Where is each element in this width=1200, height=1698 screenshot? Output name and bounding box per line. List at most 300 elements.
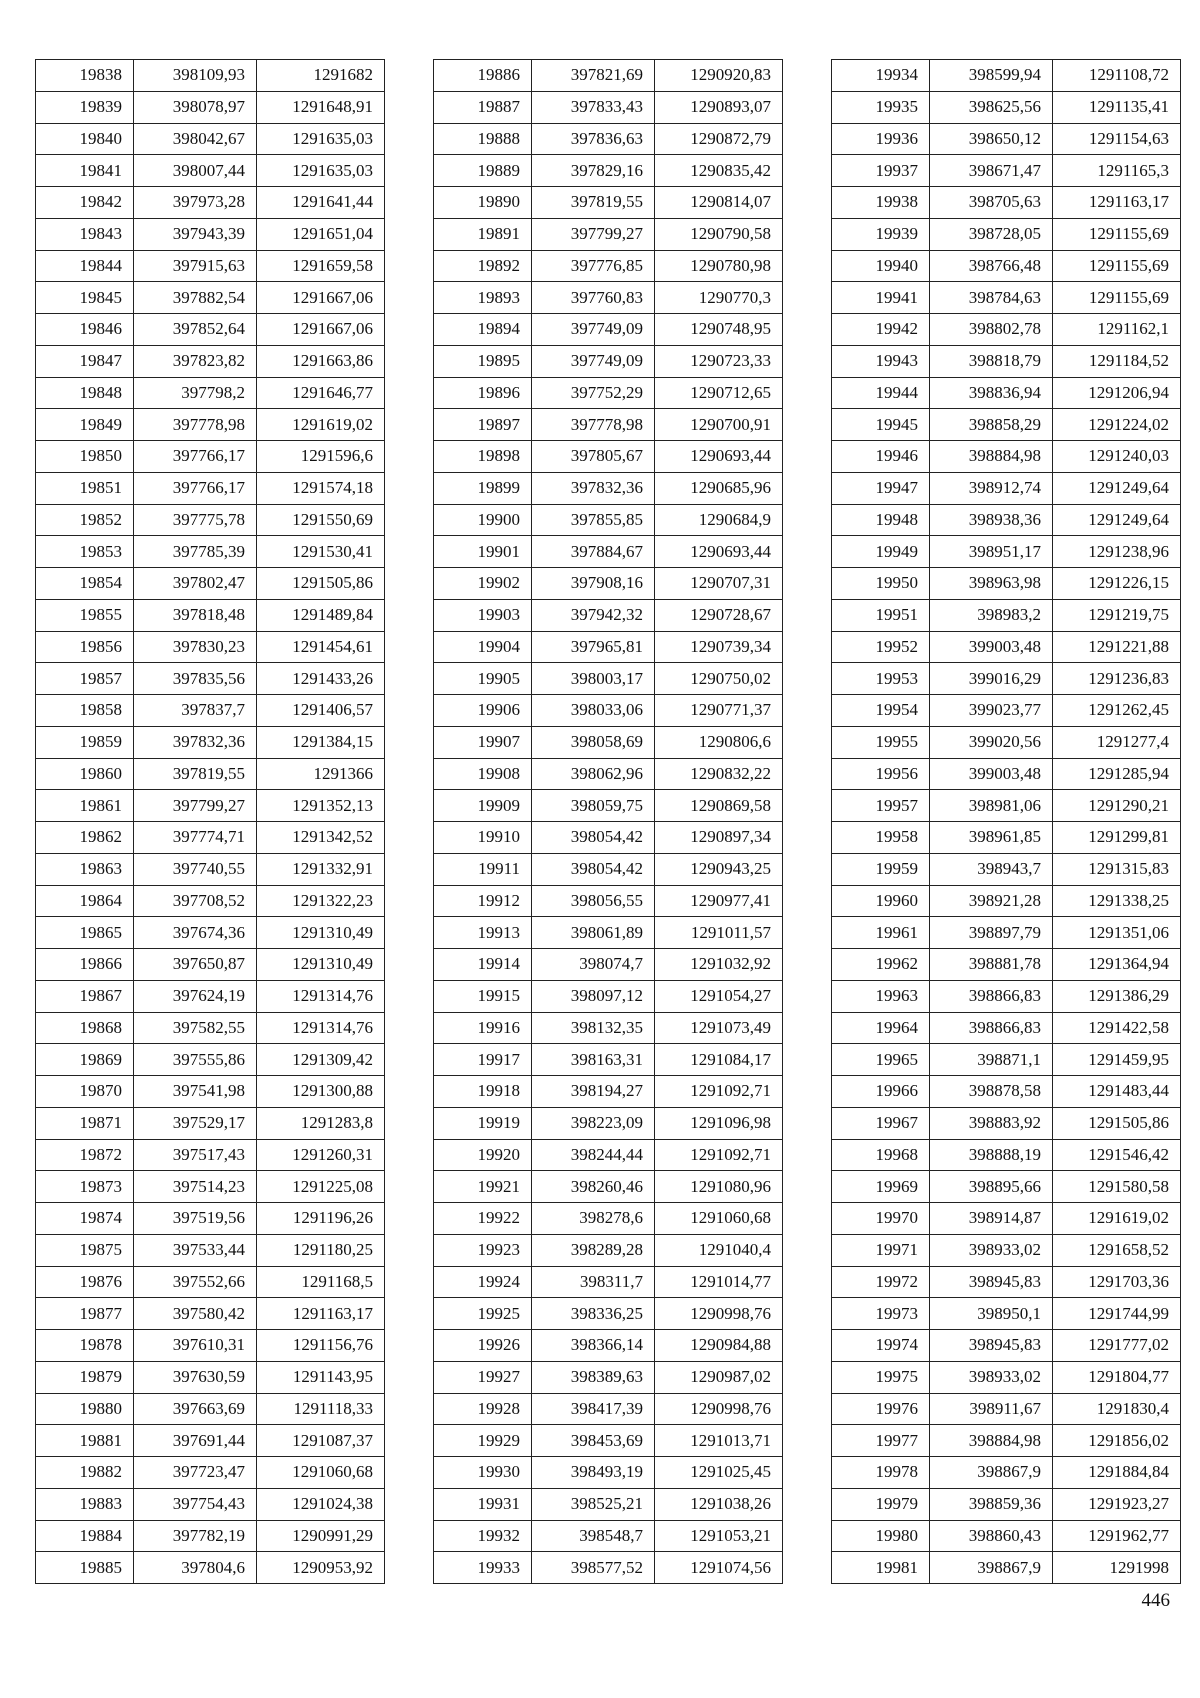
x-coordinate-cell: 397766,17 — [134, 472, 257, 504]
x-coordinate-cell: 398059,75 — [532, 790, 655, 822]
x-coordinate-cell: 397749,09 — [532, 345, 655, 377]
x-coordinate-cell: 398884,98 — [930, 1425, 1053, 1457]
x-coordinate-cell: 397785,39 — [134, 536, 257, 568]
x-coordinate-cell: 397774,71 — [134, 822, 257, 854]
point-number-cell: 19908 — [434, 758, 532, 790]
table-row — [434, 758, 783, 790]
table-row — [434, 1139, 783, 1171]
y-coordinate-cell: 1290998,76 — [655, 1298, 783, 1330]
x-coordinate-cell: 398366,14 — [532, 1330, 655, 1362]
table-row — [36, 758, 385, 790]
y-coordinate-cell: 1291635,03 — [257, 155, 385, 187]
table-row — [832, 409, 1181, 441]
x-coordinate-cell: 397752,29 — [532, 377, 655, 409]
point-number-cell: 19905 — [434, 663, 532, 695]
point-number-cell: 19952 — [832, 631, 930, 663]
table-row — [832, 60, 1181, 92]
x-coordinate-cell: 397818,48 — [134, 599, 257, 631]
y-coordinate-cell: 1291998 — [1053, 1552, 1181, 1584]
point-number-cell: 19861 — [36, 790, 134, 822]
x-coordinate-cell: 397837,7 — [134, 695, 257, 727]
point-number-cell: 19948 — [832, 504, 930, 536]
y-coordinate-cell: 1291143,95 — [257, 1361, 385, 1393]
x-coordinate-cell: 398311,7 — [532, 1266, 655, 1298]
y-coordinate-cell: 1290790,58 — [655, 218, 783, 250]
table-row — [434, 1012, 783, 1044]
table-row — [832, 187, 1181, 219]
point-number-cell: 19872 — [36, 1139, 134, 1171]
y-coordinate-cell: 1290723,33 — [655, 345, 783, 377]
table-row — [36, 949, 385, 981]
table-row — [434, 1171, 783, 1203]
table-row — [832, 599, 1181, 631]
x-coordinate-cell: 397799,27 — [134, 790, 257, 822]
x-coordinate-cell: 398860,43 — [930, 1520, 1053, 1552]
point-number-cell: 19981 — [832, 1552, 930, 1584]
x-coordinate-cell: 397804,6 — [134, 1552, 257, 1584]
table-row — [434, 822, 783, 854]
point-number-cell: 19855 — [36, 599, 134, 631]
y-coordinate-cell: 1291249,64 — [1053, 504, 1181, 536]
y-coordinate-cell: 1290977,41 — [655, 885, 783, 917]
y-coordinate-cell: 1291290,21 — [1053, 790, 1181, 822]
table-row — [832, 663, 1181, 695]
point-number-cell: 19893 — [434, 282, 532, 314]
y-coordinate-cell: 1290685,96 — [655, 472, 783, 504]
x-coordinate-cell: 397835,56 — [134, 663, 257, 695]
x-coordinate-cell: 397630,59 — [134, 1361, 257, 1393]
x-coordinate-cell: 397908,16 — [532, 568, 655, 600]
point-number-cell: 19955 — [832, 726, 930, 758]
x-coordinate-cell: 397691,44 — [134, 1425, 257, 1457]
y-coordinate-cell: 1291060,68 — [257, 1457, 385, 1489]
point-number-cell: 19946 — [832, 441, 930, 473]
table-row — [832, 1044, 1181, 1076]
x-coordinate-cell: 398867,9 — [930, 1552, 1053, 1584]
x-coordinate-cell: 399003,48 — [930, 631, 1053, 663]
x-coordinate-cell: 398054,42 — [532, 822, 655, 854]
table-row — [36, 155, 385, 187]
point-number-cell: 19930 — [434, 1457, 532, 1489]
point-number-cell: 19913 — [434, 917, 532, 949]
point-number-cell: 19935 — [832, 91, 930, 123]
table-row — [832, 631, 1181, 663]
point-number-cell: 19841 — [36, 155, 134, 187]
table-row — [832, 1266, 1181, 1298]
table-row — [36, 1425, 385, 1457]
table-row — [36, 1044, 385, 1076]
x-coordinate-cell: 397852,64 — [134, 314, 257, 346]
y-coordinate-cell: 1291135,41 — [1053, 91, 1181, 123]
table-row — [36, 1488, 385, 1520]
x-coordinate-cell: 398951,17 — [930, 536, 1053, 568]
point-number-cell: 19877 — [36, 1298, 134, 1330]
table-row — [36, 60, 385, 92]
table-row — [434, 409, 783, 441]
y-coordinate-cell: 1291352,13 — [257, 790, 385, 822]
table-row — [434, 599, 783, 631]
y-coordinate-cell: 1290771,37 — [655, 695, 783, 727]
y-coordinate-cell: 1290693,44 — [655, 536, 783, 568]
x-coordinate-cell: 398858,29 — [930, 409, 1053, 441]
y-coordinate-cell: 1291300,88 — [257, 1076, 385, 1108]
point-number-cell: 19950 — [832, 568, 930, 600]
table-row — [434, 1457, 783, 1489]
x-coordinate-cell: 397973,28 — [134, 187, 257, 219]
table-row — [434, 282, 783, 314]
point-number-cell: 19962 — [832, 949, 930, 981]
y-coordinate-cell: 1291032,92 — [655, 949, 783, 981]
point-number-cell: 19842 — [36, 187, 134, 219]
y-coordinate-cell: 1291856,02 — [1053, 1425, 1181, 1457]
y-coordinate-cell: 1290712,65 — [655, 377, 783, 409]
x-coordinate-cell: 398599,94 — [930, 60, 1053, 92]
y-coordinate-cell: 1290998,76 — [655, 1393, 783, 1425]
point-number-cell: 19939 — [832, 218, 930, 250]
table-row — [36, 1330, 385, 1362]
x-coordinate-cell: 398389,63 — [532, 1361, 655, 1393]
table-row — [434, 472, 783, 504]
x-coordinate-cell: 398548,7 — [532, 1520, 655, 1552]
x-coordinate-cell: 399020,56 — [930, 726, 1053, 758]
x-coordinate-cell: 397832,36 — [532, 472, 655, 504]
y-coordinate-cell: 1291744,99 — [1053, 1298, 1181, 1330]
table-row — [832, 472, 1181, 504]
coordinates-table-3 — [831, 59, 1181, 1584]
y-coordinate-cell: 1290684,9 — [655, 504, 783, 536]
y-coordinate-cell: 1291238,96 — [1053, 536, 1181, 568]
y-coordinate-cell: 1290739,34 — [655, 631, 783, 663]
table-row — [832, 758, 1181, 790]
y-coordinate-cell: 1291364,94 — [1053, 949, 1181, 981]
x-coordinate-cell: 397802,47 — [134, 568, 257, 600]
y-coordinate-cell: 1291550,69 — [257, 504, 385, 536]
y-coordinate-cell: 1291351,06 — [1053, 917, 1181, 949]
x-coordinate-cell: 398074,7 — [532, 949, 655, 981]
table-row — [36, 218, 385, 250]
point-number-cell: 19933 — [434, 1552, 532, 1584]
y-coordinate-cell: 1291011,57 — [655, 917, 783, 949]
x-coordinate-cell: 398888,19 — [930, 1139, 1053, 1171]
table-row — [36, 1552, 385, 1584]
table-row — [832, 218, 1181, 250]
table-row — [434, 60, 783, 92]
point-number-cell: 19862 — [36, 822, 134, 854]
point-number-cell: 19958 — [832, 822, 930, 854]
point-number-cell: 19882 — [36, 1457, 134, 1489]
point-number-cell: 19883 — [36, 1488, 134, 1520]
x-coordinate-cell: 397942,32 — [532, 599, 655, 631]
table-row — [36, 1457, 385, 1489]
table-row — [36, 726, 385, 758]
y-coordinate-cell: 1291155,69 — [1053, 250, 1181, 282]
point-number-cell: 19932 — [434, 1520, 532, 1552]
point-number-cell: 19917 — [434, 1044, 532, 1076]
y-coordinate-cell: 1291703,36 — [1053, 1266, 1181, 1298]
point-number-cell: 19879 — [36, 1361, 134, 1393]
table-row — [832, 377, 1181, 409]
table-row — [832, 949, 1181, 981]
y-coordinate-cell: 1291619,02 — [257, 409, 385, 441]
y-coordinate-cell: 1291156,76 — [257, 1330, 385, 1362]
y-coordinate-cell: 1291433,26 — [257, 663, 385, 695]
y-coordinate-cell: 1291483,44 — [1053, 1076, 1181, 1108]
point-number-cell: 19918 — [434, 1076, 532, 1108]
y-coordinate-cell: 1291804,77 — [1053, 1361, 1181, 1393]
table-row — [36, 1171, 385, 1203]
y-coordinate-cell: 1291619,02 — [1053, 1203, 1181, 1235]
x-coordinate-cell: 398244,44 — [532, 1139, 655, 1171]
point-number-cell: 19966 — [832, 1076, 930, 1108]
y-coordinate-cell: 1291163,17 — [257, 1298, 385, 1330]
x-coordinate-cell: 398950,1 — [930, 1298, 1053, 1330]
point-number-cell: 19881 — [36, 1425, 134, 1457]
table-row — [36, 790, 385, 822]
x-coordinate-cell: 397778,98 — [532, 409, 655, 441]
x-coordinate-cell: 398417,39 — [532, 1393, 655, 1425]
x-coordinate-cell: 398728,05 — [930, 218, 1053, 250]
x-coordinate-cell: 398802,78 — [930, 314, 1053, 346]
x-coordinate-cell: 398878,58 — [930, 1076, 1053, 1108]
x-coordinate-cell: 397514,23 — [134, 1171, 257, 1203]
table-row — [832, 1203, 1181, 1235]
coordinates-table-2 — [433, 59, 783, 1584]
y-coordinate-cell: 1291014,77 — [655, 1266, 783, 1298]
table-row — [832, 282, 1181, 314]
y-coordinate-cell: 1291180,25 — [257, 1234, 385, 1266]
point-number-cell: 19920 — [434, 1139, 532, 1171]
point-number-cell: 19956 — [832, 758, 930, 790]
table-row — [434, 726, 783, 758]
x-coordinate-cell: 398058,69 — [532, 726, 655, 758]
point-number-cell: 19888 — [434, 123, 532, 155]
y-coordinate-cell: 1291060,68 — [655, 1203, 783, 1235]
table-row — [832, 1488, 1181, 1520]
point-number-cell: 19904 — [434, 631, 532, 663]
y-coordinate-cell: 1291024,38 — [257, 1488, 385, 1520]
page-number: 446 — [1141, 1590, 1170, 1611]
table-row — [434, 1203, 783, 1235]
y-coordinate-cell: 1291546,42 — [1053, 1139, 1181, 1171]
x-coordinate-cell: 398054,42 — [532, 853, 655, 885]
table-row — [434, 250, 783, 282]
point-number-cell: 19853 — [36, 536, 134, 568]
y-coordinate-cell: 1291092,71 — [655, 1076, 783, 1108]
y-coordinate-cell: 1291168,5 — [257, 1266, 385, 1298]
point-number-cell: 19928 — [434, 1393, 532, 1425]
table-row — [434, 91, 783, 123]
point-number-cell: 19929 — [434, 1425, 532, 1457]
y-coordinate-cell: 1291184,52 — [1053, 345, 1181, 377]
point-number-cell: 19970 — [832, 1203, 930, 1235]
table-row — [832, 314, 1181, 346]
x-coordinate-cell: 398945,83 — [930, 1330, 1053, 1362]
y-coordinate-cell: 1290814,07 — [655, 187, 783, 219]
table-row — [434, 1266, 783, 1298]
y-coordinate-cell: 1291658,52 — [1053, 1234, 1181, 1266]
table-row — [832, 1425, 1181, 1457]
y-coordinate-cell: 1291830,4 — [1053, 1393, 1181, 1425]
point-number-cell: 19845 — [36, 282, 134, 314]
y-coordinate-cell: 1290770,3 — [655, 282, 783, 314]
y-coordinate-cell: 1291096,98 — [655, 1107, 783, 1139]
y-coordinate-cell: 1291196,26 — [257, 1203, 385, 1235]
point-number-cell: 19885 — [36, 1552, 134, 1584]
table-row — [832, 250, 1181, 282]
x-coordinate-cell: 397915,63 — [134, 250, 257, 282]
point-number-cell: 19977 — [832, 1425, 930, 1457]
y-coordinate-cell: 1291454,61 — [257, 631, 385, 663]
x-coordinate-cell: 397884,67 — [532, 536, 655, 568]
y-coordinate-cell: 1291342,52 — [257, 822, 385, 854]
y-coordinate-cell: 1291025,45 — [655, 1457, 783, 1489]
y-coordinate-cell: 1290700,91 — [655, 409, 783, 441]
point-number-cell: 19907 — [434, 726, 532, 758]
point-number-cell: 19854 — [36, 568, 134, 600]
point-number-cell: 19874 — [36, 1203, 134, 1235]
y-coordinate-cell: 1290832,22 — [655, 758, 783, 790]
y-coordinate-cell: 1291310,49 — [257, 917, 385, 949]
y-coordinate-cell: 1291225,08 — [257, 1171, 385, 1203]
y-coordinate-cell: 1290991,29 — [257, 1520, 385, 1552]
point-number-cell: 19857 — [36, 663, 134, 695]
x-coordinate-cell: 398895,66 — [930, 1171, 1053, 1203]
point-number-cell: 19891 — [434, 218, 532, 250]
table-row — [434, 1044, 783, 1076]
y-coordinate-cell: 1291224,02 — [1053, 409, 1181, 441]
x-coordinate-cell: 397580,42 — [134, 1298, 257, 1330]
x-coordinate-cell: 398836,94 — [930, 377, 1053, 409]
table-row — [434, 187, 783, 219]
point-number-cell: 19953 — [832, 663, 930, 695]
y-coordinate-cell: 1291314,76 — [257, 980, 385, 1012]
point-number-cell: 19979 — [832, 1488, 930, 1520]
table-row — [832, 568, 1181, 600]
x-coordinate-cell: 397760,83 — [532, 282, 655, 314]
y-coordinate-cell: 1290943,25 — [655, 853, 783, 885]
x-coordinate-cell: 398911,67 — [930, 1393, 1053, 1425]
x-coordinate-cell: 398921,28 — [930, 885, 1053, 917]
x-coordinate-cell: 398525,21 — [532, 1488, 655, 1520]
y-coordinate-cell: 1291505,86 — [257, 568, 385, 600]
x-coordinate-cell: 398961,85 — [930, 822, 1053, 854]
x-coordinate-cell: 397533,44 — [134, 1234, 257, 1266]
table-row — [434, 441, 783, 473]
point-number-cell: 19961 — [832, 917, 930, 949]
point-number-cell: 19868 — [36, 1012, 134, 1044]
table-row — [434, 1425, 783, 1457]
table-row — [832, 155, 1181, 187]
point-number-cell: 19963 — [832, 980, 930, 1012]
point-number-cell: 19849 — [36, 409, 134, 441]
y-coordinate-cell: 1291884,84 — [1053, 1457, 1181, 1489]
x-coordinate-cell: 398866,83 — [930, 980, 1053, 1012]
point-number-cell: 19838 — [36, 60, 134, 92]
y-coordinate-cell: 1291206,94 — [1053, 377, 1181, 409]
x-coordinate-cell: 398042,67 — [134, 123, 257, 155]
x-coordinate-cell: 397529,17 — [134, 1107, 257, 1139]
x-coordinate-cell: 398914,87 — [930, 1203, 1053, 1235]
point-number-cell: 19840 — [36, 123, 134, 155]
x-coordinate-cell: 398784,63 — [930, 282, 1053, 314]
table-row — [434, 1520, 783, 1552]
y-coordinate-cell: 1291038,26 — [655, 1488, 783, 1520]
coordinates-table-1 — [35, 59, 385, 1584]
x-coordinate-cell: 398943,7 — [930, 853, 1053, 885]
point-number-cell: 19870 — [36, 1076, 134, 1108]
x-coordinate-cell: 398078,97 — [134, 91, 257, 123]
x-coordinate-cell: 398625,56 — [930, 91, 1053, 123]
x-coordinate-cell: 397798,2 — [134, 377, 257, 409]
x-coordinate-cell: 398278,6 — [532, 1203, 655, 1235]
x-coordinate-cell: 398062,96 — [532, 758, 655, 790]
table-row — [36, 599, 385, 631]
x-coordinate-cell: 398766,48 — [930, 250, 1053, 282]
table-row — [832, 1012, 1181, 1044]
y-coordinate-cell: 1290748,95 — [655, 314, 783, 346]
point-number-cell: 19871 — [36, 1107, 134, 1139]
table-row — [36, 1393, 385, 1425]
table-row — [36, 187, 385, 219]
point-number-cell: 19860 — [36, 758, 134, 790]
x-coordinate-cell: 397754,43 — [134, 1488, 257, 1520]
table-row — [434, 631, 783, 663]
point-number-cell: 19969 — [832, 1171, 930, 1203]
y-coordinate-cell: 1291682 — [257, 60, 385, 92]
y-coordinate-cell: 1291777,02 — [1053, 1330, 1181, 1362]
y-coordinate-cell: 1291092,71 — [655, 1139, 783, 1171]
y-coordinate-cell: 1291641,44 — [257, 187, 385, 219]
table-row — [434, 949, 783, 981]
table-row — [434, 536, 783, 568]
table-row — [434, 1076, 783, 1108]
y-coordinate-cell: 1291299,81 — [1053, 822, 1181, 854]
point-number-cell: 19851 — [36, 472, 134, 504]
x-coordinate-cell: 397766,17 — [134, 441, 257, 473]
point-number-cell: 19903 — [434, 599, 532, 631]
x-coordinate-cell: 398933,02 — [930, 1234, 1053, 1266]
x-coordinate-cell: 398881,78 — [930, 949, 1053, 981]
y-coordinate-cell: 1290987,02 — [655, 1361, 783, 1393]
point-number-cell: 19944 — [832, 377, 930, 409]
x-coordinate-cell: 397799,27 — [532, 218, 655, 250]
y-coordinate-cell: 1291221,88 — [1053, 631, 1181, 663]
x-coordinate-cell: 398223,09 — [532, 1107, 655, 1139]
table-row — [832, 1076, 1181, 1108]
y-coordinate-cell: 1291663,86 — [257, 345, 385, 377]
table-row — [36, 1076, 385, 1108]
y-coordinate-cell: 1291384,15 — [257, 726, 385, 758]
point-number-cell: 19906 — [434, 695, 532, 727]
point-number-cell: 19922 — [434, 1203, 532, 1235]
point-number-cell: 19925 — [434, 1298, 532, 1330]
y-coordinate-cell: 1290780,98 — [655, 250, 783, 282]
table-row — [434, 1552, 783, 1584]
table-row — [832, 345, 1181, 377]
table-row — [832, 1361, 1181, 1393]
point-number-cell: 19912 — [434, 885, 532, 917]
point-number-cell: 19844 — [36, 250, 134, 282]
x-coordinate-cell: 398061,89 — [532, 917, 655, 949]
point-number-cell: 19901 — [434, 536, 532, 568]
point-number-cell: 19852 — [36, 504, 134, 536]
y-coordinate-cell: 1291040,4 — [655, 1234, 783, 1266]
x-coordinate-cell: 397582,55 — [134, 1012, 257, 1044]
y-coordinate-cell: 1291165,3 — [1053, 155, 1181, 187]
point-number-cell: 19866 — [36, 949, 134, 981]
y-coordinate-cell: 1291087,37 — [257, 1425, 385, 1457]
x-coordinate-cell: 398871,1 — [930, 1044, 1053, 1076]
